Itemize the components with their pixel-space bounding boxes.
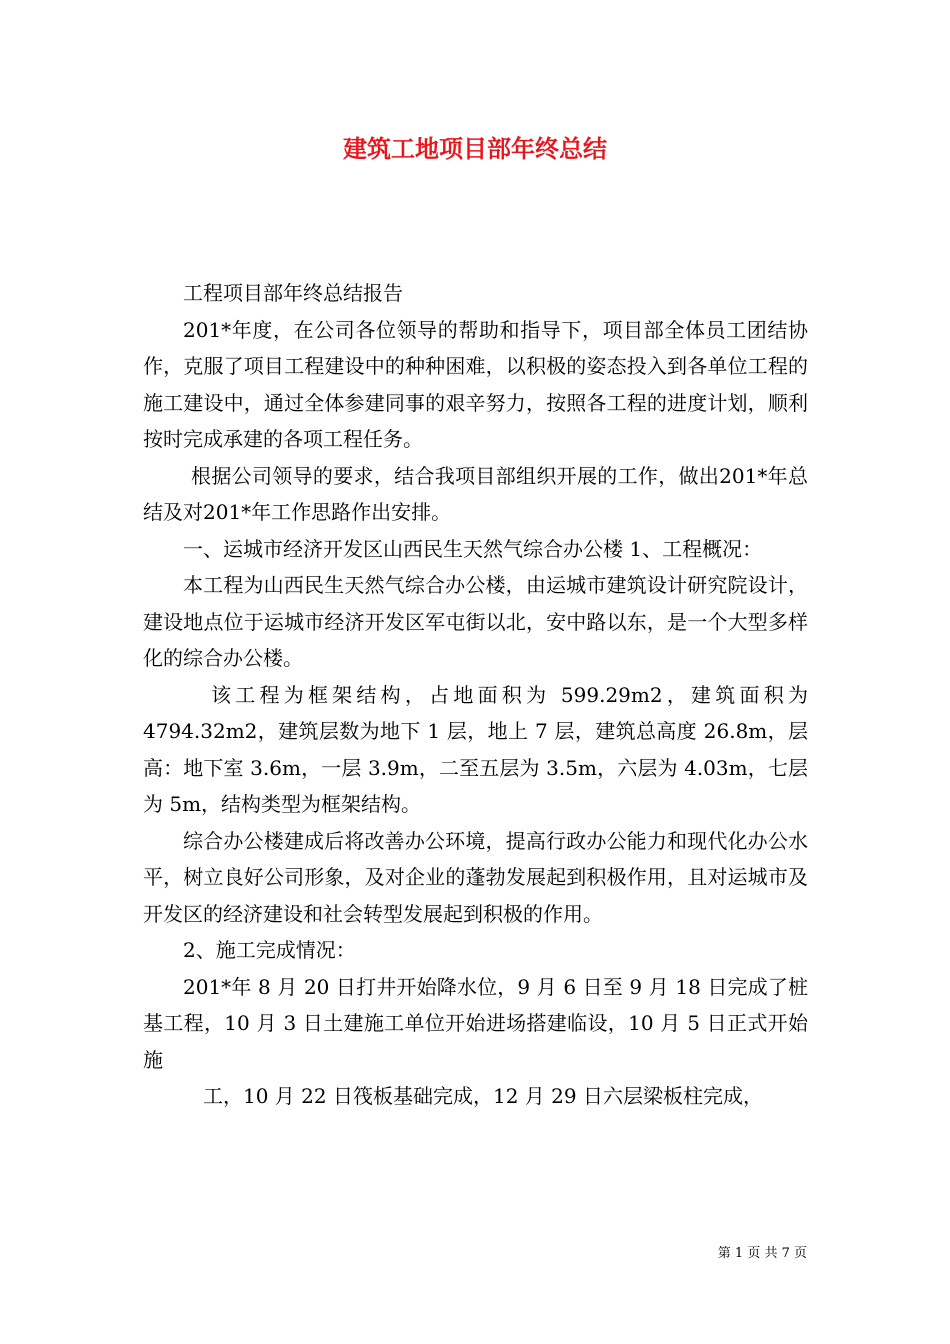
report-heading: 工程项目部年终总结报告: [183, 281, 403, 305]
document-title: 建筑工地项目部年终总结: [343, 134, 607, 163]
paragraph-progress-continued: 工，10 月 22 日筏板基础完成，12 月 29 日六层梁板柱完成，: [203, 1084, 763, 1108]
paragraph-project-overview: 本工程为山西民生天然气综合办公楼，由运城市建筑设计研究院设计，建设地点位于运城市经济开发区军屯街以北，安中路以东，是一个大型多样化的综合办公楼。: [143, 573, 808, 670]
paragraph-structure-details: 该工程为框架结构，占地面积为 599.29m2，建筑面积为4794.32m2，建筑层数为地下 1 层，地上 7 层，建筑总高度 26.8m，层高：地下室 3.6m，一层 3.9m，二至五层为 3.5m，六层为 4.03m，七层为 5m，结构类型为框架结构。: [143, 682, 808, 816]
section-heading-construction-progress: 2、施工完成情况：: [183, 938, 356, 962]
paragraph-requirements: 根据公司领导的要求，结合我项目部组织开展的工作，做出201*年总结及对201*年工作思路作出安排。: [143, 463, 808, 524]
document-body: [143, 275, 808, 1115]
section-heading-project-one: 一、运城市经济开发区山西民生天然气综合办公楼 1、工程概况：: [183, 536, 763, 561]
paragraph-progress-timeline: 201*年 8 月 20 日打井开始降水位，9 月 6 日至 9 月 18 日完成了桩基工程，10 月 3 日土建施工单位开始进场搭建临设，10 月 5 日正式开始施: [143, 974, 808, 1072]
paragraph-intro: 201*年度，在公司各位领导的帮助和指导下，项目部全体员工团结协作，克服了项目工程建设中的种种困难，以积极的姿态投入到各单位工程的施工建设中，通过全体参建同事的艰辛努力，按照各工程的进度计划，顺利按时完成承建的各项工程任务。: [143, 317, 808, 451]
paragraph-benefits: 综合办公楼建成后将改善办公环境，提高行政办公能力和现代化办公水平，树立良好公司形象，及对企业的蓬勃发展起到积极作用，且对运城市及开发区的经济建设和社会转型发展起到积极的作用。: [143, 828, 808, 926]
page-indicator: 第 1 页 共 7 页: [717, 1246, 807, 1261]
